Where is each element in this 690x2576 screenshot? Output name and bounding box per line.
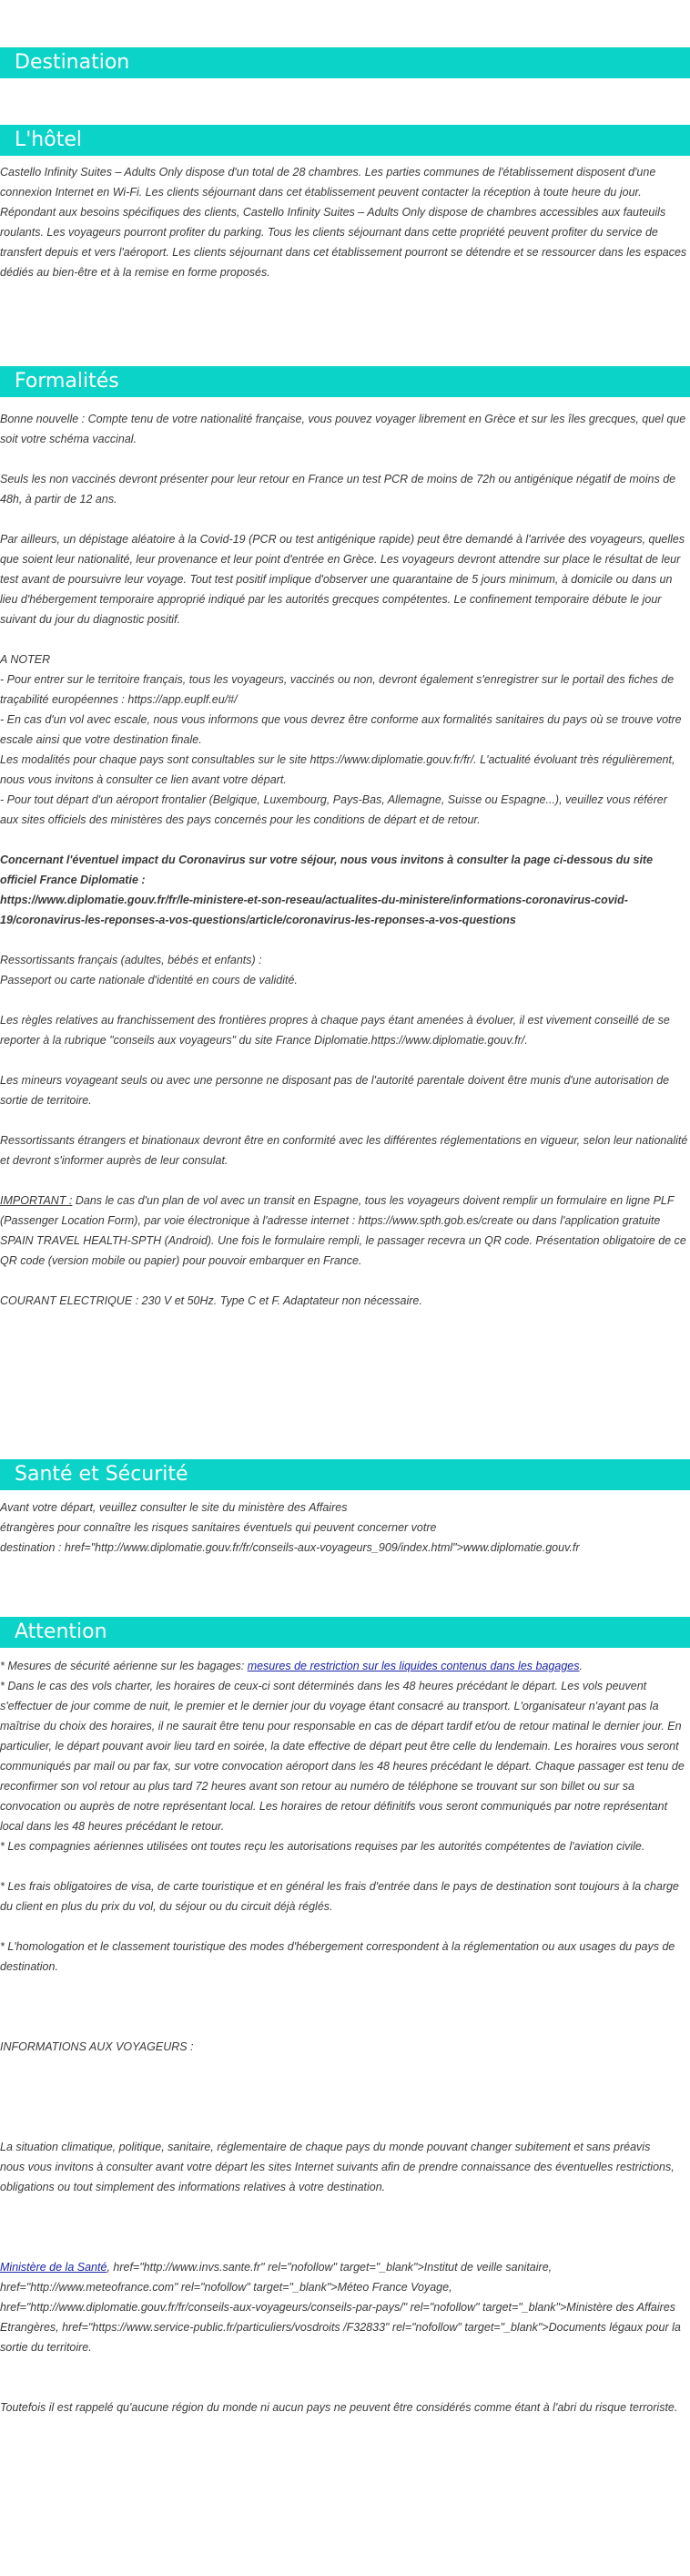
attention-item: * Les compagnies aériennes utilisées ont toutes reçu les autorisations requises par les autorités compétentes de l'aviation civile. (0, 1840, 645, 1853)
ministere-sante-link[interactable]: Ministère de la Santé (0, 2261, 107, 2274)
formalites-paragraph: Passeport ou carte nationale d'identité en cours de validité. (0, 974, 298, 986)
section-header-sante: Santé et Sécurité (0, 1459, 690, 1490)
formalites-paragraph: Ressortissants étrangers et binationaux devront être en conformité avec les différentes réglementations en vigueur, selon leur nationalité et devront s'informer auprès de leur consulat. (0, 1134, 688, 1167)
liquid-restriction-link[interactable]: mesures de restriction sur les liquides contenus dans les bagages (247, 1660, 580, 1672)
note-item: - Pour tout départ d'un aéroport frontalier (Belgique, Luxembourg, Pays-Bas, Allemagne, Suisse ou Espagne...), veuillez vous référer aux sites officiels des ministères des pays concernés pour les conditions de départ et de retour. (0, 793, 667, 826)
section-header-destination: Destination (0, 47, 690, 78)
note-item: - Pour entrer sur le territoire français, tous les voyageurs, vaccinés ou non, devront également s'enregistrer sur le portail des fiches de traçabilité européennes : https://app.euplf.eu/#/ (0, 673, 675, 706)
formalites-paragraph: Les règles relatives au franchissement des frontières propres à chaque pays étant amenées à évoluer, il est vivement conseillé de se reporter à la rubrique "conseils aux voyageurs" du site France Diplomatie.https://www.diplomatie.gouv.fr/. (0, 1014, 670, 1047)
attention-item: * Les frais obligatoires de visa, de carte touristique et en général les frais d'entrée dans le pays de destination sont toujours à la charge du client en plus du prix du vol, du séjour ou du circuit déjà réglés. (0, 1880, 679, 1913)
section-header-formalites: Formalités (0, 366, 690, 397)
terror-risk-notice: Toutefois il est rappelé qu'aucune région du monde ni aucun pays ne peuvent être considérés comme étant à l'abri du risque terroriste. (0, 2401, 678, 2414)
sante-line: destination : href="http://www.diplomatie.gouv.fr/fr/conseils-aux-voyageurs_909/index.html">www.diplomatie.gouv.fr (0, 1541, 580, 1554)
formalites-paragraph: Par ailleurs, un dépistage aléatoire à la Covid-19 (PCR ou test antigénique rapide) peut être demandé à l'arrivée des voyageurs, quelles que soient leur nationalité, leur provenance et leur point d'entrée en Grèce. Les voyageurs devront attendre sur place le résultat de leur test avant de poursuivre leur voyage. Tout test positif implique d'observer une quarantaine de 5 jours minimum, à domicile ou dans un lieu d'hébergement temporaire approprié indiqué par les autorités grecques compétentes. Le confinement temporaire débute le jour suivant du jour du diagnostic positif. (0, 533, 685, 626)
coronavirus-url: https://www.diplomatie.gouv.fr/fr/le-ministere-et-son-reseau/actualites-du-ministere/informations-coronavirus-covid-19/coronavirus-les-reponses-a-vos-questions/article/coronavirus-les-reponses-a-vos-questions (0, 894, 628, 926)
important-text: Dans le cas d'un plan de vol avec un transit en Espagne, tous les voyageurs doivent remplir un formulaire en ligne PLF (Passenger Location Form), par voie électronique à l'adresse internet : https://www.spth.gob.es/create ou dans l'application gratuite SPAIN TRAVEL HEALTH-SPTH (Android). Une fois le formulaire rempli, le passager recevra un QR code. Présentation obligatoire de ce QR code (version mobile ou papier) pour pouvoir embarquer en France. (0, 1194, 686, 1267)
security-bagage-item (0, 1656, 688, 1676)
attention-item: * L'homologation et le classement touristique des modes d'hébergement correspondent à la réglementation ou aux usages du pays de destination. (0, 1940, 675, 1973)
bagage-suffix: . (579, 1660, 583, 1672)
note-title: A NOTER (0, 653, 51, 666)
formalites-paragraph: Ressortissants français (adultes, bébés et enfants) : (0, 954, 262, 966)
section-header-attention: Attention (0, 1617, 690, 1648)
section-header-hotel: L'hôtel (0, 125, 690, 156)
important-notice (0, 1191, 688, 1271)
formalites-paragraph: Les mineurs voyageant seuls ou avec une personne ne disposant pas de l'autorité parentale doivent être munis d'une autorisation de sortie de territoire. (0, 1074, 670, 1107)
sante-line: Avant votre départ, veuillez consulter le site du ministère des Affaires (0, 1501, 348, 1514)
electric-current-info: COURANT ELECTRIQUE : 230 V et 50Hz. Type C et F. Adaptateur non nécessaire. (0, 1294, 422, 1307)
ministries-links (0, 2257, 688, 2357)
hotel-description (0, 162, 688, 282)
info-voyageurs-title: INFORMATIONS AUX VOYAGEURS : (0, 2040, 194, 2053)
ministries-rest: , href="http://www.invs.sante.fr" rel="nofollow" target="_blank">Institut de veille sanitaire, href="http://www.meteofrance.com" rel="nofollow" target="_blank">Méteo France Voyage, href="http://www.diplomatie.gouv.fr/fr/conseils-aux-voyageurs/conseils-par-pays/" rel="nofollow" target="_blank">Ministère des Affaires Etrangères, href="https://www.service-public.fr/particuliers/vosdroits /F32833" rel="nofollow" target="_blank">Documents légaux pour la sortie du territoire. (0, 2261, 681, 2354)
note-item: Les modalités pour chaque pays sont consultables sur le site https://www.diplomatie.gouv.fr/fr/. L'actualité évoluant très régulièrement, nous vous invitons à consulter ce lien avant votre départ. (0, 753, 675, 786)
attention-body (0, 1656, 688, 2418)
formalites-paragraph: Seuls les non vaccinés devront présenter pour leur retour en France un test PCR de moins de 72h ou antigénique négatif de moins de 48h, à partir de 12 ans. (0, 473, 676, 506)
formalites-paragraph: Bonne nouvelle : Compte tenu de votre nationalité française, vous pouvez voyager librement en Grèce et sur les îles grecques, quel que soit votre schéma vaccinal. (0, 413, 686, 445)
coronavirus-notice: Concernant l'éventuel impact du Coronavirus sur votre séjour, nous vous invitons à consulter la page ci-dessous du site officiel France Diplomatie : (0, 854, 654, 886)
important-label: IMPORTANT : (0, 1194, 73, 1207)
note-item: - En cas d'un vol avec escale, nous vous informons que vous devrez être conforme aux formalités sanitaires du pays où se trouve votre escale ainsi que votre destination finale. (0, 713, 682, 746)
situation-text: nous vous invitons à consulter avant votre départ les sites Internet suivants afin de prendre connaissance des éventuelles restrictions, obligations ou tout simplement des informations relatives à votre destination. (0, 2161, 675, 2193)
sante-line: étrangères pour connaître les risques sanitaires éventuels qui peuvent concerner votre (0, 1521, 437, 1534)
hotel-text: Castello Infinity Suites – Adults Only dispose d'un total de 28 chambres. Les parties communes de l'établissement disposent d'une connexion Internet en Wi-Fi. Les clients séjournant dans cet établissement peuvent contacter la réception à toute heure du jour. Répondant aux besoins spécifiques des clients, Castello Infinity Suites – Adults Only dispose de chambres accessibles aux fauteuils roulants. Les voyageurs pourront profiter du parking. Tous les clients séjournant dans cette propriété peuvent profiter du service de transfert depuis et vers l'aéroport. Les clients séjournant dans cet établissement pourront se détendre et se ressourcer dans les espaces dédiés au bien-être et à la remise en forme proposés. (0, 166, 687, 279)
attention-item: * Dans le cas des vols charter, les horaires de ceux-ci sont déterminés dans les 48 heures précédant le départ. Les vols peuvent s'effectuer de jour comme de nuit, le premier et le dernier jour du voyage étant consacré au transport. L'organisateur n'ayant pas la maîtrise du choix des horaires, il ne saurait être tenu pour responsable en cas de départ tardif et/ou de retour matinal le dernier jour. En particulier, le départ pouvant avoir lieu tard en soirée, la date effective de départ peut être celle du lendemain. Les horaires vous seront communiqués par mail ou par fax, sur votre convocation aéroport dans les 48 heures précédant le départ. Chaque passager est tenu de reconfirmer son vol retour au plus tard 72 heures avant son retour au numéro de téléphone se trouvant sur son billet ou sur sa convocation ou auprès de notre représentant local. Les horaires de retour définitifs vous seront communiqués par notre représentant local dans les 48 heures précédant le retour. (0, 1680, 685, 1833)
situation-text: La situation climatique, politique, sanitaire, réglementaire de chaque pays du monde pouvant changer subitement et sans préavis (0, 2141, 651, 2153)
sante-body (0, 1498, 688, 1558)
bagage-prefix: * Mesures de sécurité aérienne sur les bagages: (0, 1660, 248, 1672)
formalites-body (0, 409, 688, 1311)
